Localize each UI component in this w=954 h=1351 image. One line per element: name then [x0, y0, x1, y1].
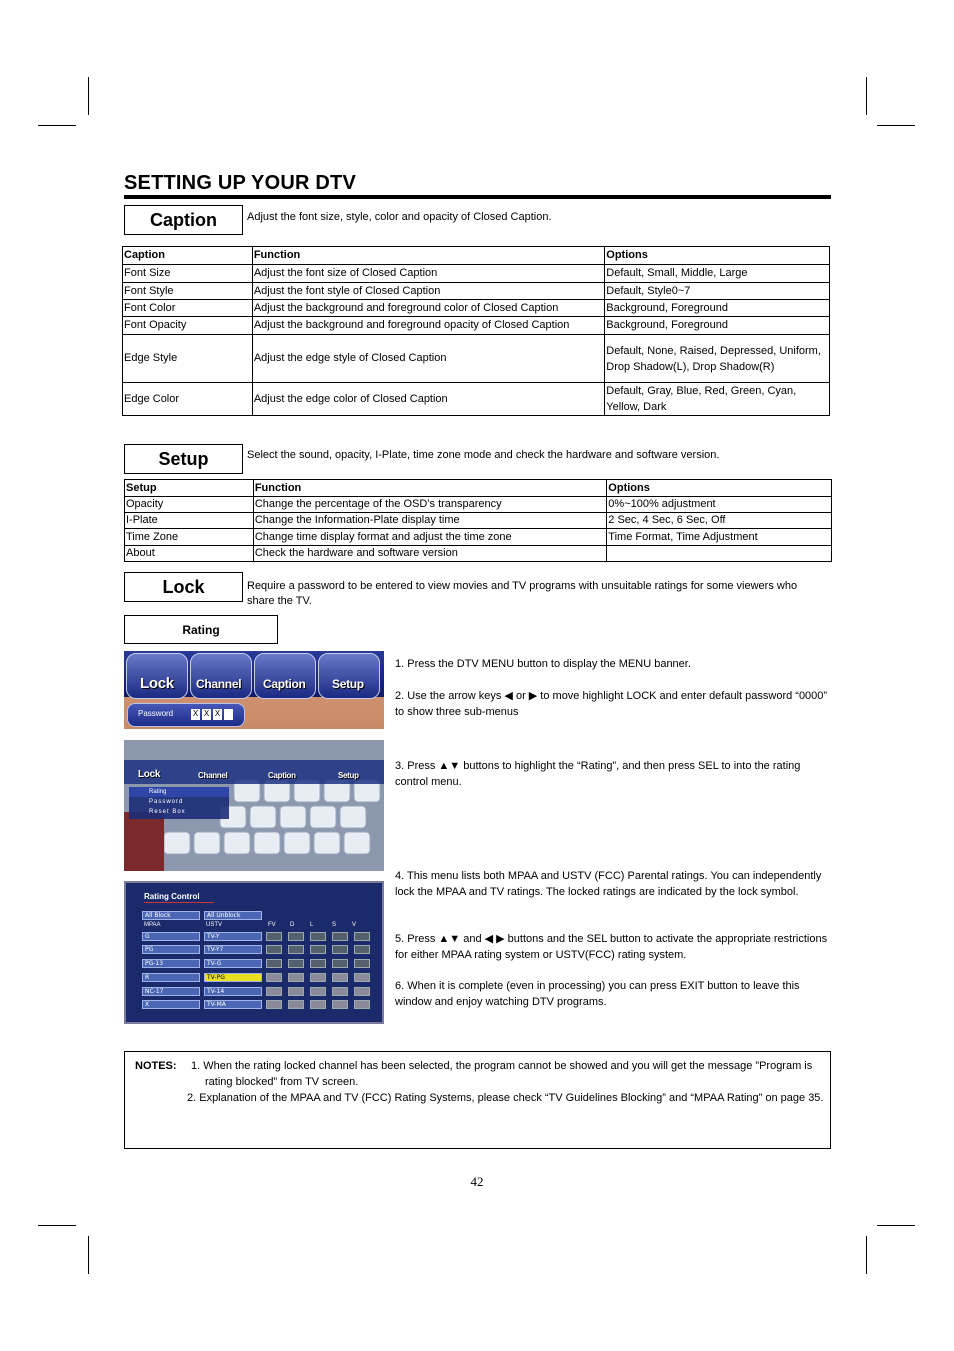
lock-cell: [266, 973, 282, 982]
table-row: Font Size Adjust the font size of Closed Caption Default, Small, Middle, Large: [123, 265, 830, 283]
note-1: 1. When the rating locked channel has been selected, the program cannot be showed and you will get the message ”Program is rating blocked” from TV screen.: [191, 1060, 813, 1088]
col-header: Setup: [125, 480, 254, 497]
lock-cell: [354, 987, 370, 996]
step-3: 3. Press ▲▼ buttons to highlight the “Rating”, and then press SEL to into the rating control menu.: [395, 760, 801, 788]
step-4: 4. This menu lists both MPAA and USTV (FCC) Parental ratings. You can independently lock the MPAA and TV ratings. The locked ratings are indicated by the lock symbol.: [395, 870, 822, 898]
crop-mark: [38, 1225, 76, 1226]
lock-cell: [332, 1000, 348, 1009]
lock-cell: [288, 945, 304, 954]
password-label: Password: [138, 709, 174, 718]
note-2: 2. Explanation of the MPAA and TV (FCC) Rating Systems, please check “TV Guidelines Blocking” and “MPAA Rating” on page 35.: [187, 1092, 824, 1104]
mpaa-header: MPAA: [144, 922, 161, 928]
rating-control-screenshot: Rating Control All Block All Unblock MPAA USTV FV D L S V G TV-Y PG TV-Y7 PG-13 TV-G R TV-PG NC-17 TV-14 X TV-MA: [124, 881, 384, 1024]
lock-cell: [310, 1000, 326, 1009]
lock-cell: [266, 932, 282, 941]
page-number: 42: [470, 1174, 484, 1189]
lock-cell: [310, 987, 326, 996]
submenu-item-password: Password: [149, 799, 184, 805]
all-unblock-button: All Unblock: [204, 911, 262, 920]
lock-cell: [266, 1000, 282, 1009]
crop-mark: [88, 1236, 89, 1274]
tab-setup-label: Setup: [332, 677, 364, 691]
table-row: Font Color Adjust the background and foreground color of Closed Caption Background, Foreground: [123, 300, 830, 317]
notes-box: [124, 1051, 831, 1149]
lock-submenu: [129, 787, 229, 819]
lock-cell: [332, 987, 348, 996]
caption-description: Adjust the font size, style, color and opacity of Closed Caption.: [247, 211, 552, 223]
submenu-item-rating: Rating: [129, 787, 229, 797]
tab-lock-label: Lock: [140, 675, 174, 692]
col-header: Options: [605, 247, 830, 265]
lock-cell: [288, 987, 304, 996]
page-title: SETTING UP YOUR DTV: [124, 172, 356, 194]
table-row: Font Opacity Adjust the background and foreground opacity of Closed Caption Background, Foreground: [123, 317, 830, 335]
lock-cell: [332, 973, 348, 982]
crop-mark: [88, 77, 89, 115]
lock-submenu-screenshot: [124, 740, 384, 871]
lock-cell: [288, 973, 304, 982]
caption-heading: Caption: [124, 205, 243, 235]
step-1: 1. Press the DTV MENU button to display the MENU banner.: [395, 658, 691, 670]
crop-mark: [877, 1225, 915, 1226]
notes-label: NOTES:: [135, 1060, 177, 1072]
lock-cell: [310, 945, 326, 954]
all-block-button: All Block: [142, 911, 200, 920]
step-2: 2. Use the arrow keys ◀ or ▶ to move highlight LOCK and enter default password “0000” to show three sub-menus: [395, 690, 828, 718]
caption-table: [122, 246, 830, 416]
lock-cell: [288, 959, 304, 968]
submenu-item-reset-box: Reset Box: [149, 809, 186, 815]
setup-tab-icon: [318, 653, 380, 699]
lock-cell: [354, 1000, 370, 1009]
lock-cell: [354, 945, 370, 954]
tab-caption-label: Caption: [268, 771, 296, 780]
selected-rating: TV-PG: [204, 973, 262, 982]
setup-description: Select the sound, opacity, I-Plate, time zone mode and check the hardware and software version.: [247, 449, 720, 461]
password-panel: Password X X X: [127, 703, 245, 727]
lock-cell: [310, 932, 326, 941]
lock-cell: [310, 959, 326, 968]
rating-subheading: Rating: [124, 615, 278, 644]
lock-cell: [354, 959, 370, 968]
lock-heading: Lock: [124, 572, 243, 602]
lock-cell: [332, 945, 348, 954]
lock-cell: [354, 973, 370, 982]
table-row: Font Style Adjust the font style of Closed Caption Default, Style0~7: [123, 283, 830, 300]
col-header: Options: [607, 480, 832, 497]
lock-cell: [288, 932, 304, 941]
lock-cell: [288, 1000, 304, 1009]
tab-caption-label: Caption: [263, 677, 306, 691]
tab-channel-label: Channel: [196, 677, 242, 691]
lock-cell: [266, 959, 282, 968]
crop-mark: [38, 125, 76, 126]
lock-cell: [266, 945, 282, 954]
table-row: Edge Color Adjust the edge color of Closed Caption Default, Gray, Blue, Red, Green, Cyan, Yellow, Dark: [123, 383, 830, 416]
tab-lock-label: Lock: [138, 769, 161, 780]
table-row: I-Plate Change the Information-Plate display time 2 Sec, 4 Sec, 6 Sec, Off: [125, 513, 832, 529]
rating-control-title: Rating Control: [144, 892, 200, 901]
caption-tab-icon: [254, 653, 316, 699]
col-header: Caption: [123, 247, 253, 265]
lock-cell: [310, 973, 326, 982]
table-row: Edge Style Adjust the edge style of Closed Caption Default, None, Raised, Depressed, Uniform, Drop Shadow(L), Drop Shadow(R): [123, 335, 830, 383]
tab-channel-label: Channel: [198, 771, 228, 780]
col-header: Function: [252, 247, 604, 265]
table-row: About Check the hardware and software version: [125, 546, 832, 562]
lock-cell: [266, 987, 282, 996]
tab-setup-label: Setup: [338, 771, 359, 780]
col-header: Function: [253, 480, 606, 497]
lock-cell: [354, 932, 370, 941]
crop-mark: [866, 77, 867, 115]
crop-mark: [866, 1236, 867, 1274]
table-row: Opacity Change the percentage of the OSD’s transparency 0%~100% adjustment: [125, 497, 832, 513]
table-row: Time Zone Change time display format and adjust the time zone Time Format, Time Adjustment: [125, 529, 832, 546]
lock-cell: [332, 959, 348, 968]
ustv-header: USTV: [206, 922, 223, 928]
crop-mark: [877, 125, 915, 126]
lock-cell: [332, 932, 348, 941]
title-rule: [124, 195, 831, 199]
setup-heading: Setup: [124, 444, 243, 474]
channel-tab-icon: [190, 653, 252, 699]
setup-table: [124, 479, 832, 562]
menu-banner-screenshot: [124, 651, 384, 729]
lock-description: Require a password to be entered to view movies and TV programs with unsuitable ratings for some viewers who share the TV.: [247, 580, 798, 607]
step-5: 5. Press ▲▼ and ◀ ▶ buttons and the SEL button to activate the appropriate restrictions for either MPAA rating system or USTV(FCC) rating system.: [395, 933, 828, 961]
step-6: 6. When it is complete (even in processing) you can press EXIT button to leave this window and enjoy watching DTV programs.: [395, 980, 800, 1008]
